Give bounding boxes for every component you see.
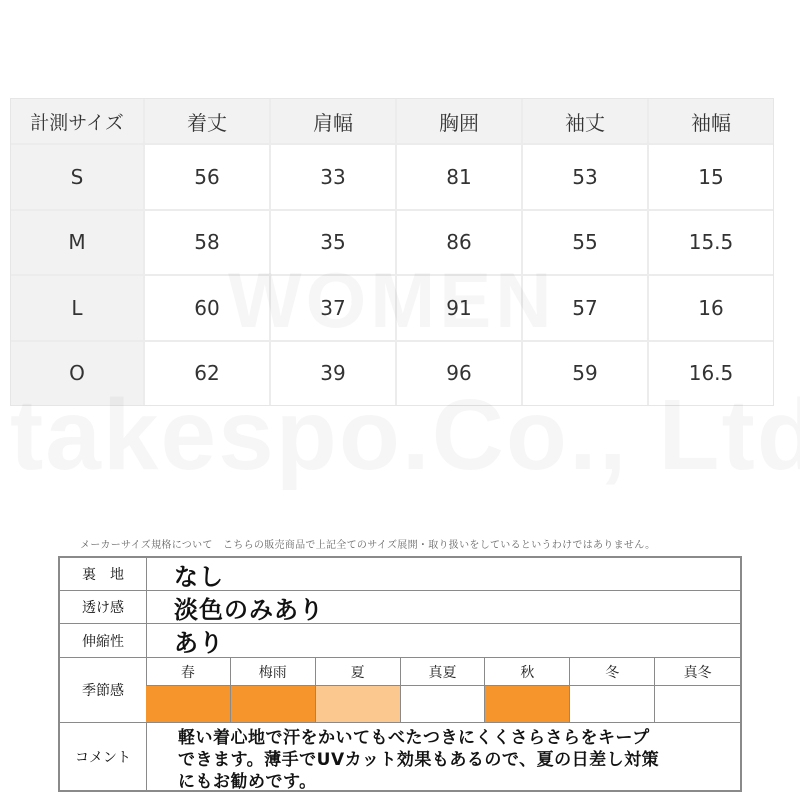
- table-cell: 53: [523, 145, 647, 209]
- table-cell: 16.5: [649, 342, 773, 406]
- season-name: 梅雨: [231, 658, 316, 686]
- season-name: 冬: [570, 658, 655, 686]
- row-header-size: O: [11, 342, 143, 406]
- season-indicator: [401, 686, 486, 722]
- spec-row-sheer: [60, 591, 740, 624]
- column-header-chest: 胸囲: [397, 99, 521, 143]
- comment-text: [178, 727, 730, 793]
- column-header-sleeve-width: 袖幅: [649, 99, 773, 143]
- column-header-length: 着丈: [145, 99, 269, 143]
- spec-label-sheer: 透け感: [60, 591, 147, 623]
- table-cell: 35: [271, 211, 395, 275]
- table-cell: 37: [271, 276, 395, 340]
- table-cell: 15.5: [649, 211, 773, 275]
- table-cell: 96: [397, 342, 521, 406]
- season-grid: [146, 658, 740, 722]
- table-cell: 55: [523, 211, 647, 275]
- spec-value-lining: なし: [174, 562, 224, 591]
- season-indicator: [146, 686, 231, 722]
- season-indicator: [570, 686, 655, 722]
- season-name: 秋: [485, 658, 570, 686]
- size-table: [10, 98, 774, 406]
- season-indicator: [485, 686, 570, 722]
- table-cell: 81: [397, 145, 521, 209]
- season-name: 春: [146, 658, 231, 686]
- table-cell: 57: [523, 276, 647, 340]
- table-cell: 60: [145, 276, 269, 340]
- comment-line: できます。薄手でUVカット効果もあるので、夏の日差し対策: [178, 750, 660, 770]
- size-table-corner-label: 計測サイズ: [11, 99, 143, 143]
- season-indicator: [231, 686, 316, 722]
- spec-label-lining: 裏 地: [60, 558, 147, 590]
- table-cell: 33: [271, 145, 395, 209]
- table-cell: 39: [271, 342, 395, 406]
- spec-label-comment: コメント: [60, 723, 147, 790]
- spec-label-season: 季節感: [60, 658, 147, 722]
- spec-table: [58, 556, 742, 792]
- spec-row-comment: [60, 723, 740, 790]
- spec-row-season: [60, 658, 740, 723]
- spec-label-stretch: 伸縮性: [60, 624, 147, 657]
- table-cell: 56: [145, 145, 269, 209]
- table-cell: 58: [145, 211, 269, 275]
- column-header-shoulder: 肩幅: [271, 99, 395, 143]
- season-name: 夏: [316, 658, 401, 686]
- comment-line: にもお勧めです。: [178, 772, 317, 792]
- table-cell: 16: [649, 276, 773, 340]
- column-header-sleeve-length: 袖丈: [523, 99, 647, 143]
- table-cell: 15: [649, 145, 773, 209]
- table-cell: 59: [523, 342, 647, 406]
- spec-value-sheer: 淡色のみあり: [174, 595, 324, 624]
- spec-row-lining: [60, 558, 740, 591]
- table-cell: 86: [397, 211, 521, 275]
- size-note: メーカーサイズ規格について こちらの販売商品で上記全てのサイズ展開・取り扱いをしているというわけではありません。: [80, 540, 656, 551]
- season-name: 真夏: [401, 658, 486, 686]
- table-cell: 91: [397, 276, 521, 340]
- season-indicator: [655, 686, 740, 722]
- spec-row-stretch: [60, 624, 740, 658]
- season-indicator: [316, 686, 401, 722]
- row-header-size: S: [11, 145, 143, 209]
- row-header-size: L: [11, 276, 143, 340]
- row-header-size: M: [11, 211, 143, 275]
- season-name: 真冬: [655, 658, 740, 686]
- table-cell: 62: [145, 342, 269, 406]
- spec-value-stretch: あり: [174, 629, 224, 657]
- comment-line: 軽い着心地で汗をかいてもべたつきにくくさらさらをキープ: [178, 728, 650, 748]
